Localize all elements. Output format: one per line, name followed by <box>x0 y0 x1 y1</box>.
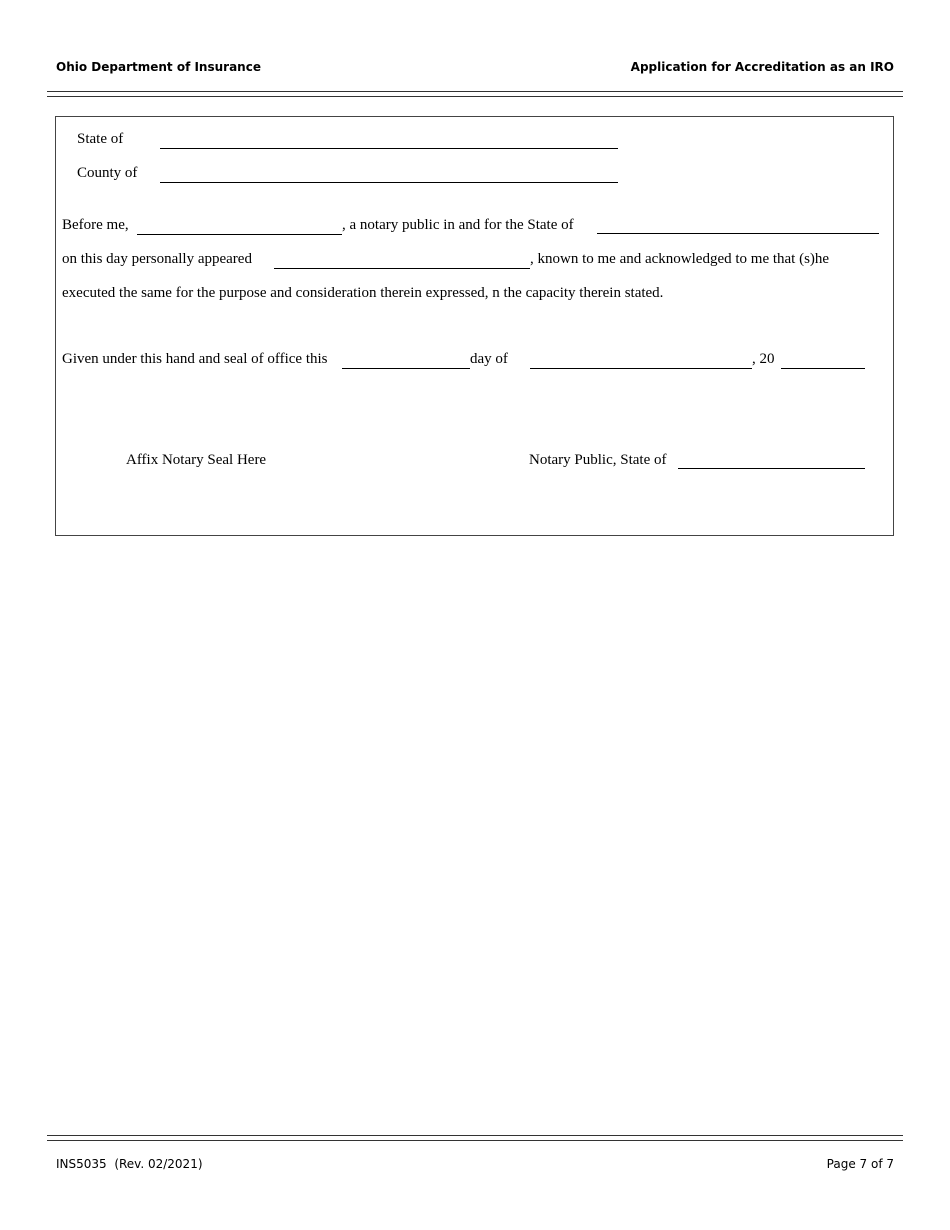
day-of-label: day of <box>470 351 508 367</box>
footer-form-id <box>56 1157 203 1171</box>
state-of-label: State of <box>77 131 124 147</box>
header-agency: Ohio Department of Insurance <box>56 60 261 74</box>
notary-name-field[interactable] <box>137 234 342 235</box>
personally-appeared-label: on this day personally appeared <box>62 251 252 267</box>
before-me-label: Before me, <box>62 217 129 233</box>
county-of-label: County of <box>77 165 138 181</box>
affix-seal-label: Affix Notary Seal Here <box>126 452 267 468</box>
notary-public-in-label: , a notary public in and for the State of <box>342 217 574 233</box>
year-prefix-label: , 20 <box>752 351 775 367</box>
known-to-me-label: , known to me and acknowledged to me that (s)he <box>530 251 830 267</box>
header-divider <box>47 91 903 97</box>
appearer-name-field[interactable] <box>274 268 530 269</box>
notary-public-state-field[interactable] <box>678 468 865 469</box>
executed-statement: executed the same for the purpose and consideration therein expressed, n the capacity therein stated. <box>62 285 664 301</box>
year-field[interactable] <box>781 368 865 369</box>
month-field[interactable] <box>530 368 752 369</box>
header-document-title: Application for Accreditation as an IRO <box>630 60 894 74</box>
notary-state-of-label: Notary Public, State of <box>529 452 667 468</box>
given-under-label: Given under this hand and seal of office this <box>62 351 328 367</box>
county-of-field[interactable] <box>160 182 618 183</box>
form-revision: (Rev. 02/2021) <box>114 1157 203 1171</box>
form-id: INS5035 <box>56 1157 107 1171</box>
notary-state-field[interactable] <box>597 233 879 234</box>
footer-divider <box>47 1135 903 1141</box>
day-field[interactable] <box>342 368 470 369</box>
page-number: Page 7 of 7 <box>826 1157 894 1171</box>
notary-acknowledgment-box <box>55 116 894 536</box>
state-of-field[interactable] <box>160 148 618 149</box>
